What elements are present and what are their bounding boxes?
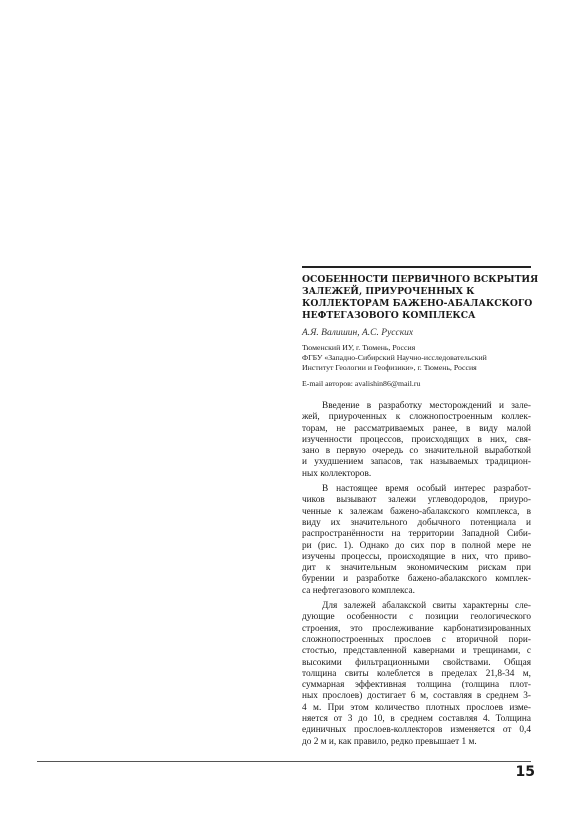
article-title <box>302 274 539 322</box>
paragraph-line: сложнопостроенных прослоев с вторичной пори- <box>302 634 531 645</box>
paragraph-line: Введение в разработку месторождений и зале- <box>322 401 531 411</box>
paragraph-line: виду их значительного добычного потенциала и <box>302 517 531 528</box>
paragraph-line: суммарная эффективная толщина (толщина плот- <box>302 680 531 691</box>
body-paragraph <box>302 601 531 748</box>
article-authors: А.Я. Валишин, А.С. Русских <box>302 328 414 338</box>
paragraph-line: стостью, представленной кавернами и трещинами, с <box>302 646 531 657</box>
title-line: НЕФТЕГАЗОВОГО КОМПЛЕКСА <box>302 310 476 321</box>
title-line: ОСОБЕННОСТИ ПЕРВИЧНОГО ВСКРЫТИЯ <box>302 274 539 285</box>
paragraph-line: распространённости на территории Западной Сиби- <box>302 529 531 540</box>
paragraph-line: жей, приуроченных к сложнопостроенным коллек- <box>302 412 531 423</box>
author-affiliations <box>302 343 531 373</box>
title-line: КОЛЛЕКТОРАМ БАЖЕНО-АБАЛАКСКОГО <box>302 298 533 309</box>
paragraph-line: толщина свиты колеблется в пределах 21,8-34 м, <box>302 668 531 679</box>
paragraph-line: торам, не рассматриваемых ранее, в виду малой <box>302 423 531 434</box>
paragraph-line: изучены процессы, происходящие в них, что приво- <box>302 551 531 562</box>
footer-rule <box>37 761 531 762</box>
paragraph-line: ных коллекторов. <box>302 468 372 479</box>
paragraph-line: изученности процессов, происходящих в них, свя- <box>302 434 531 445</box>
body-paragraph <box>302 484 531 597</box>
paragraph-line: дит к значительным экономическим рискам при <box>302 563 531 574</box>
article-body <box>302 401 531 748</box>
paragraph-line: ченные к залежам бажено-абалакского комплекса, в <box>302 506 531 517</box>
author-email: E-mail авторов: avalishin86@mail.ru <box>302 379 421 388</box>
paragraph-line: В настоящее время особый интерес разработ- <box>322 484 531 495</box>
paragraph-line: строения, это прослеживание карбонатизированных <box>302 623 531 634</box>
affiliation-line: Тюменский ИУ, г. Тюмень, Россия <box>302 343 416 352</box>
affiliation-line: Институт Геологии и Геофизики», г. Тюмень, Россия <box>302 363 477 372</box>
title-line: ЗАЛЕЖЕЙ, ПРИУРОЧЕННЫХ К <box>302 286 475 297</box>
title-top-rule <box>302 266 531 268</box>
paragraph-line: ных прослоев) достигает 6 м, составляя в среднем 3- <box>302 691 531 702</box>
paragraph-line: Для залежей абалакской свиты характерны сле- <box>322 601 531 612</box>
paragraph-line: до 2 м и, как правило, редко превышает 1 м. <box>302 736 477 747</box>
affiliation-line: ФГБУ «Западно-Сибирский Научно-исследовательский <box>302 353 487 362</box>
paragraph-line: высокими фильтрационными свойствами. Общая <box>302 657 531 668</box>
paragraph-line: ри (рис. 1). Однако до сих пор в полной мере не <box>302 540 531 551</box>
page-number: 15 <box>515 764 535 780</box>
paragraph-line: и ухудшением запасов, так называемых традицион- <box>302 457 531 468</box>
paragraph-line: единичных прослоев-коллекторов изменяется от 0,4 <box>302 725 531 736</box>
paragraph-line: 4 м. При этом количество плотных прослоев изме- <box>302 702 531 713</box>
paragraph-line: бурении и разработке бажено-абалакского комплек- <box>302 574 531 585</box>
paragraph-line: дующие особенности с позиции геологического <box>302 612 531 623</box>
paragraph-line: чиков вызывают залежи углеводородов, приуро- <box>302 495 531 506</box>
paragraph-line: няется от 3 до 10, в среднем составляя 4. Толщина <box>302 714 531 725</box>
paragraph-line: зано в первую очередь со значительной выработкой <box>302 446 531 457</box>
paragraph-line: са нефтегазового комплекса. <box>302 585 415 596</box>
body-paragraph <box>302 401 531 480</box>
